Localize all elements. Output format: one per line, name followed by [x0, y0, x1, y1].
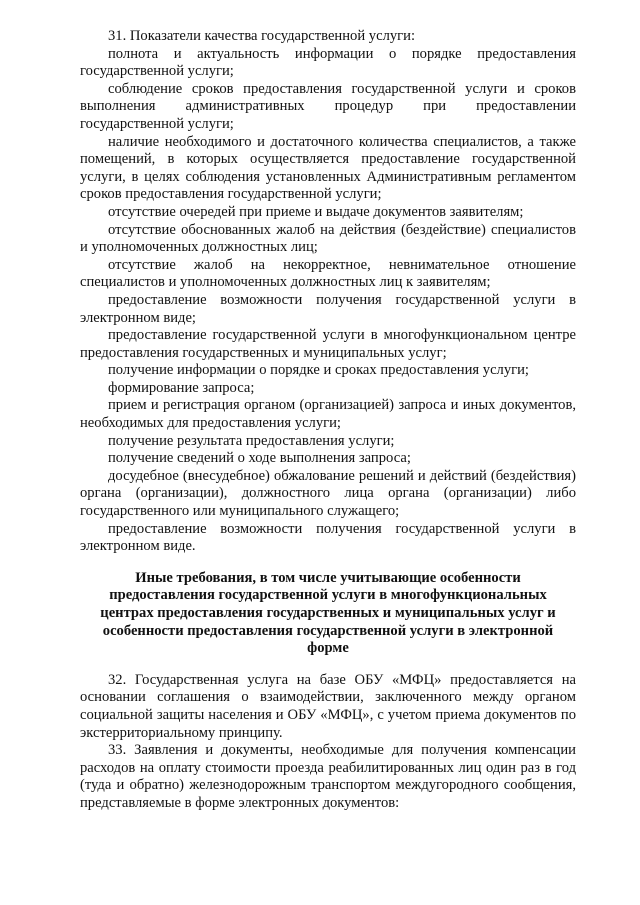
paragraph: предоставление государственной услуги в многофункциональном центре предоставления государственных и муниципальных услуг; [80, 327, 576, 361]
spacer [80, 658, 576, 672]
spacer [80, 556, 576, 570]
document-page [80, 28, 576, 813]
paragraph: отсутствие обоснованных жалоб на действия (бездействие) специалистов и уполномоченных должностных лиц; [80, 221, 576, 256]
paragraph: получение сведений о ходе выполнения запроса; [108, 450, 411, 467]
paragraph: наличие необходимого и достаточного количества специалистов, а также помещений, в которых осуществляется предоставление государственной услуги, в целях соблюдения установленных Административным регламентом сроков предоставления государственной услуги; [80, 133, 576, 203]
paragraph-31-title: 31. Показатели качества государственной услуги: [108, 28, 416, 44]
paragraph: соблюдение сроков предоставления государственной услуги и сроков выполнения административных процедур при предоставлении государственной услуги; [80, 80, 576, 132]
section-heading: Иные требования, в том числе учитывающие особенности предоставления государственной услуги в многофункциональных центрах предоставления государственных и муниципальных услуг и особенности предоставления государственной услуги в электронной форме [100, 569, 556, 657]
paragraph: предоставление возможности получения государственной услуги в электронном виде. [80, 520, 576, 555]
paragraph-32: 32. Государственная услуга на базе ОБУ «МФЦ» предоставляется на основании соглашения о взаимодействии, заключенного между органом социальной защиты населения и ОБУ «МФЦ», с учетом приема документов по экстерриториальному принципу. [80, 671, 576, 741]
paragraph: полнота и актуальность информации о порядке предоставления государственной услуги; [80, 45, 576, 80]
paragraph: получение информации о порядке и сроках предоставления услуги; [108, 362, 529, 379]
paragraph: получение результата предоставления услуги; [108, 432, 395, 449]
paragraph: формирование запроса; [108, 379, 255, 396]
paragraph: досудебное (внесудебное) обжалование решений и действий (бездействия) органа (организации), должностного лица органа (организации) либо государственного или муниципального служащего; [80, 467, 576, 520]
paragraph: отсутствие очередей при приеме и выдаче документов заявителям; [108, 203, 524, 220]
paragraph: отсутствие жалоб на некорректное, невнимательное отношение специалистов и уполномоченных должностных лиц к заявителям; [80, 256, 576, 291]
paragraph: предоставление возможности получения государственной услуги в электронном виде; [80, 291, 576, 326]
paragraph-33: 33. Заявления и документы, необходимые для получения компенсации расходов на оплату стоимости проезда реабилитированных лиц один раз в год (туда и обратно) железнодорожным транспортом междугородного сообщения, представляемые в форме электронных документов: [80, 742, 576, 811]
paragraph: прием и регистрация органом (организацией) запроса и иных документов, необходимых для предоставления услуги; [80, 397, 576, 432]
